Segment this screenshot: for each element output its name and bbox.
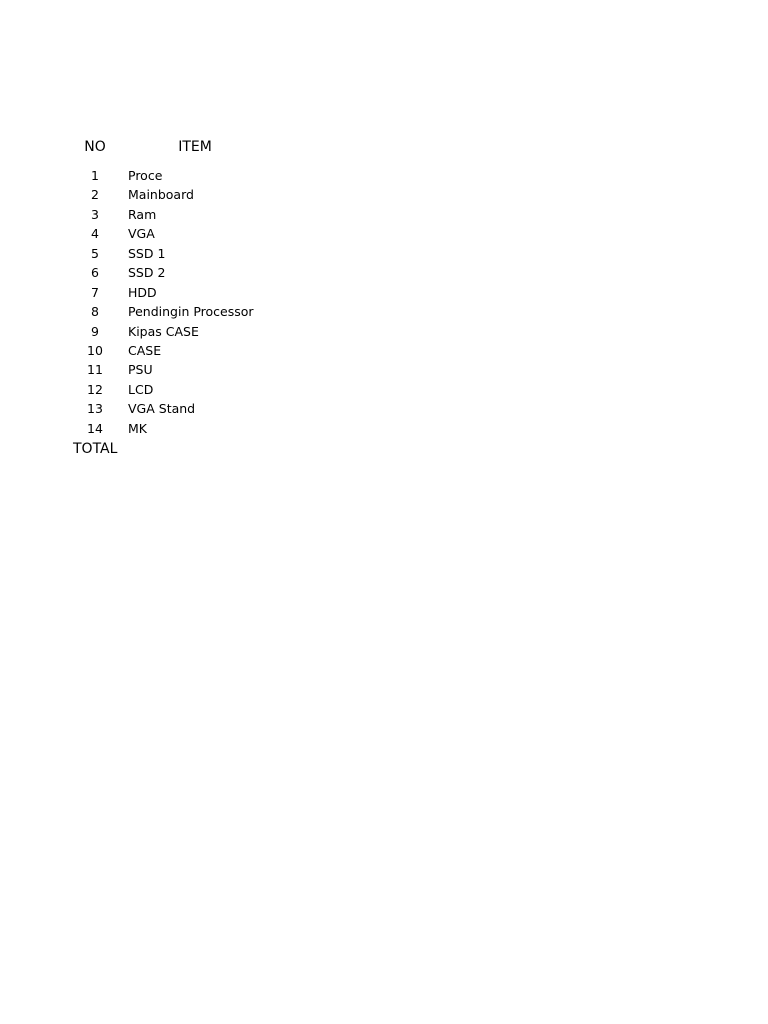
table-row <box>0 263 768 282</box>
table-header <box>0 136 768 158</box>
row-number: 11 <box>87 362 103 378</box>
row-item: Ram <box>128 206 157 222</box>
row-number: 2 <box>91 187 99 203</box>
row-number: 10 <box>87 342 103 358</box>
row-item: HDD <box>128 284 157 300</box>
row-item: Proce <box>128 168 163 183</box>
row-item: VGA Stand <box>128 401 196 417</box>
column-header-item: ITEM <box>178 139 212 155</box>
table-row <box>0 322 768 341</box>
column-header-no: NO <box>84 139 106 155</box>
table-row <box>0 399 768 418</box>
row-item: Kipas CASE <box>128 323 199 339</box>
row-number: 8 <box>91 304 99 320</box>
table-row <box>0 341 768 360</box>
table-row <box>0 360 768 379</box>
row-item: VGA <box>128 226 155 242</box>
row-number: 4 <box>91 226 99 242</box>
row-number: 3 <box>91 206 99 222</box>
table-row <box>0 380 768 399</box>
row-item: SSD 1 <box>128 245 166 261</box>
table-row <box>0 419 768 438</box>
row-item: Mainboard <box>128 187 194 203</box>
row-item: SSD 2 <box>128 265 166 281</box>
row-number: 13 <box>87 401 103 417</box>
table-body <box>0 166 768 438</box>
row-item: PSU <box>128 362 153 378</box>
row-number: 7 <box>91 284 99 300</box>
table-row <box>0 185 768 204</box>
row-number: 1 <box>91 168 99 183</box>
row-item: LCD <box>128 381 154 397</box>
table-row <box>0 205 768 224</box>
table-row <box>0 244 768 263</box>
row-number: 9 <box>91 323 99 339</box>
row-item: MK <box>128 420 147 436</box>
table-row <box>0 302 768 321</box>
table-row <box>0 283 768 302</box>
table-row <box>0 224 768 243</box>
total-label: TOTAL <box>73 441 118 457</box>
row-number: 6 <box>91 265 99 281</box>
row-item: CASE <box>128 342 162 358</box>
row-number: 5 <box>91 245 99 261</box>
table-row <box>0 166 768 185</box>
row-item: Pendingin Processor <box>128 304 254 320</box>
row-number: 12 <box>87 381 103 397</box>
row-number: 14 <box>87 420 103 436</box>
